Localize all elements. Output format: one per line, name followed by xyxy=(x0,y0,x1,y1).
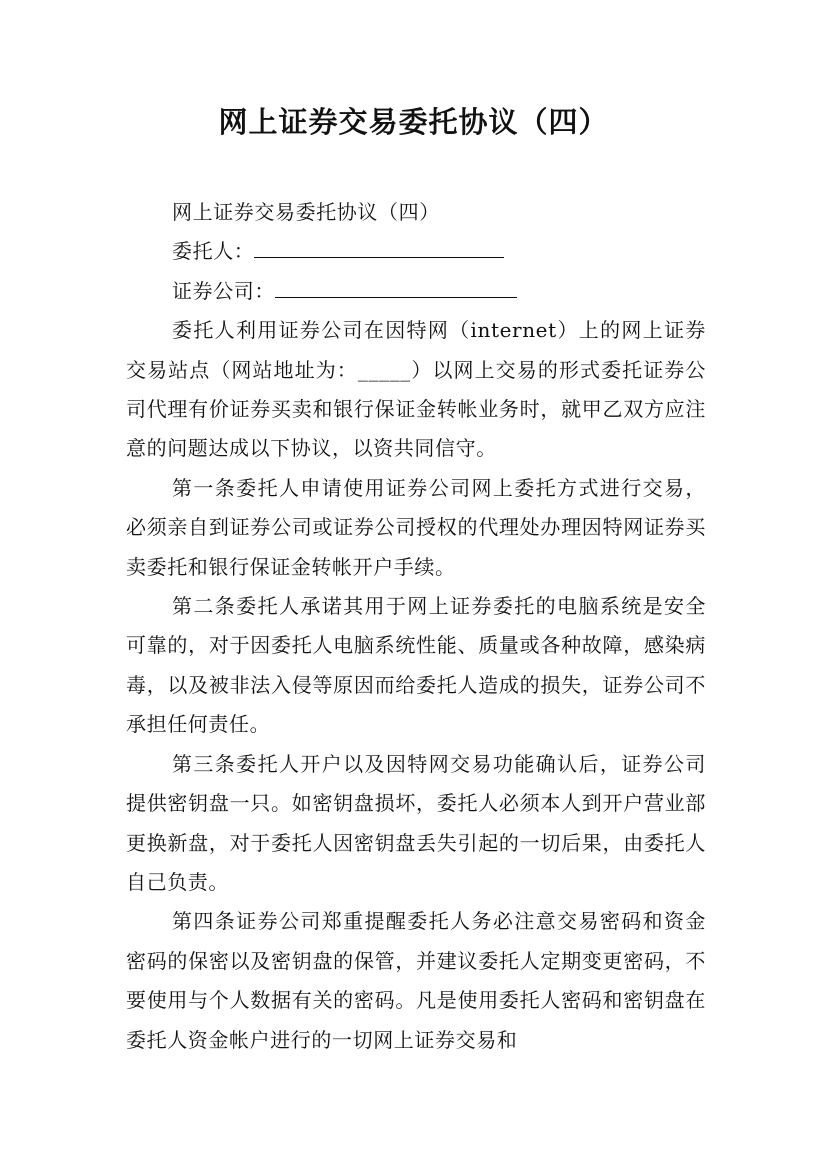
paragraph-article-1: 第一条委托人申请使用证券公司网上委托方式进行交易，必须亲自到证券公司或证券公司授权的代理处办理因特网证券买卖委托和银行保证金转帐开户手续。 xyxy=(126,475,706,579)
company-blank xyxy=(275,277,517,298)
document-body xyxy=(126,193,706,1060)
company-line xyxy=(126,272,706,311)
document-subtitle: 网上证券交易委托协议（四） xyxy=(172,200,440,224)
paragraph-intro: 委托人利用证券公司在因特网（internet）上的网上证券交易站点（网站地址为：_____）以网上交易的形式委托证券公司代理有价证券买卖和银行保证金转帐业务时，就甲乙双方应注意的问题达成以下协议，以资共同信守。 xyxy=(126,318,706,461)
paragraph-article-2: 第二条委托人承诺其用于网上证券委托的电脑系统是安全可靠的，对于因委托人电脑系统性能、质量或各种故障，感染病毒，以及被非法入侵等原因而给委托人造成的损失，证券公司不承担任何责任。 xyxy=(126,594,706,737)
paragraph-article-3: 第三条委托人开户以及因特网交易功能确认后，证券公司提供密钥盘一只。如密钥盘损坏，委托人必须本人到开户营业部更换新盘，对于委托人因密钥盘丢失引起的一切后果，由委托人自己负责。 xyxy=(126,751,706,894)
principal-label: 委托人： xyxy=(172,239,255,264)
paragraph-article-4: 第四条证券公司郑重提醒委托人务必注意交易密码和资金密码的保密以及密钥盘的保管，并建议委托人定期变更密码，不要使用与个人数据有关的密码。凡是使用委托人密码和密钥盘在委托人资金帐户进行的一切网上证券交易和 xyxy=(126,909,706,1052)
principal-line xyxy=(126,232,706,271)
company-label: 证券公司： xyxy=(172,278,275,303)
principal-blank xyxy=(254,237,504,258)
document-title: 网上证券交易委托协议（四） xyxy=(218,105,609,139)
